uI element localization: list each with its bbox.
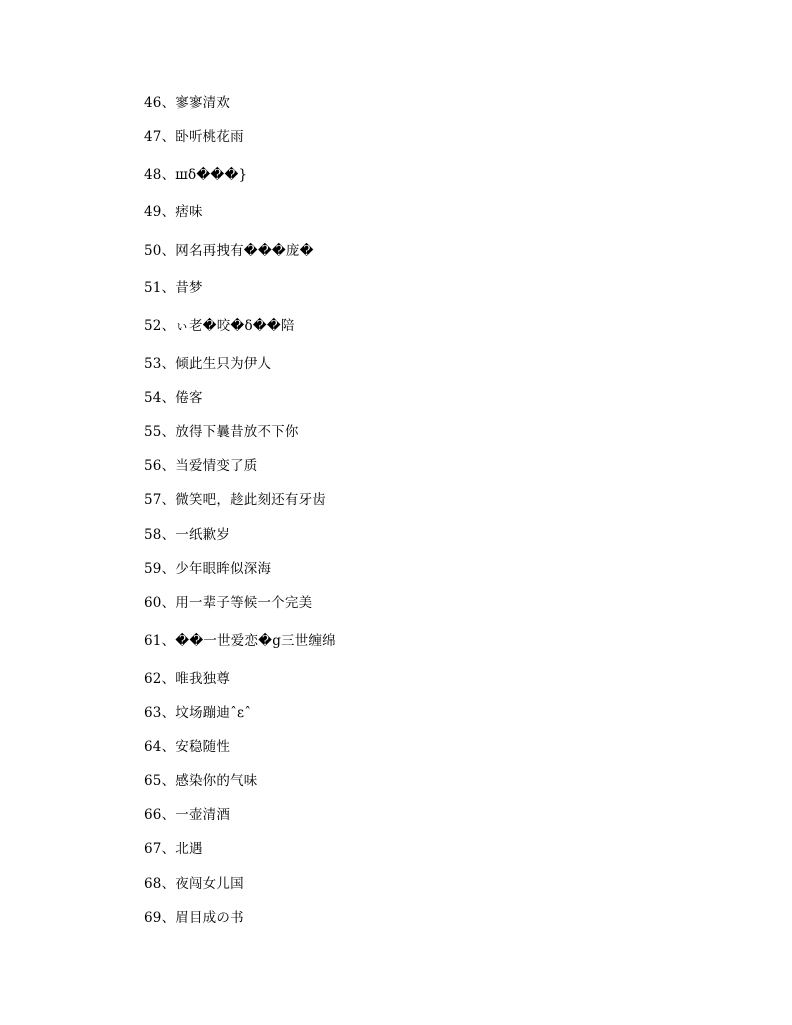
list-item: 50、网名再拽有���庞� bbox=[144, 243, 314, 259]
list-item: 51、昔梦 bbox=[144, 280, 203, 296]
list-item: 67、北遇 bbox=[144, 841, 203, 857]
list-item: 64、安稳随性 bbox=[144, 739, 231, 755]
list-item: 68、夜闯女儿国 bbox=[144, 876, 244, 892]
list-item: 61、��一世爱恋�g三世缠绵 bbox=[144, 633, 336, 649]
list-item: 63、坟场蹦迪ˆεˆ bbox=[144, 705, 252, 721]
list-item: 58、一纸歉岁 bbox=[144, 527, 231, 543]
list-item: 52、ぃ老�咬�δ��陪 bbox=[144, 318, 295, 334]
list-item: 47、卧听桃花雨 bbox=[144, 129, 244, 145]
list-item: 55、放得下曩昔放不下你 bbox=[144, 424, 299, 440]
list-item: 56、当爱情变了质 bbox=[144, 458, 258, 474]
list-item: 46、寥寥清欢 bbox=[144, 95, 231, 111]
list-item: 54、倦客 bbox=[144, 390, 203, 406]
list-item: 69、眉目成の书 bbox=[144, 910, 244, 926]
list-item: 62、唯我独尊 bbox=[144, 671, 231, 687]
list-item: 60、用一辈子等候一个完美 bbox=[144, 595, 313, 611]
list-item: 65、感染你的气味 bbox=[144, 773, 258, 789]
list-item: 49、痞味 bbox=[144, 204, 203, 220]
list-item: 48、шδ���} bbox=[144, 167, 248, 183]
list-item: 57、微笑吧，趁此刻还有牙齿 bbox=[144, 492, 326, 508]
list-item: 59、少年眼眸似深海 bbox=[144, 561, 272, 577]
list-item: 66、一壶清酒 bbox=[144, 807, 231, 823]
list-item: 53、倾此生只为伊人 bbox=[144, 356, 272, 372]
